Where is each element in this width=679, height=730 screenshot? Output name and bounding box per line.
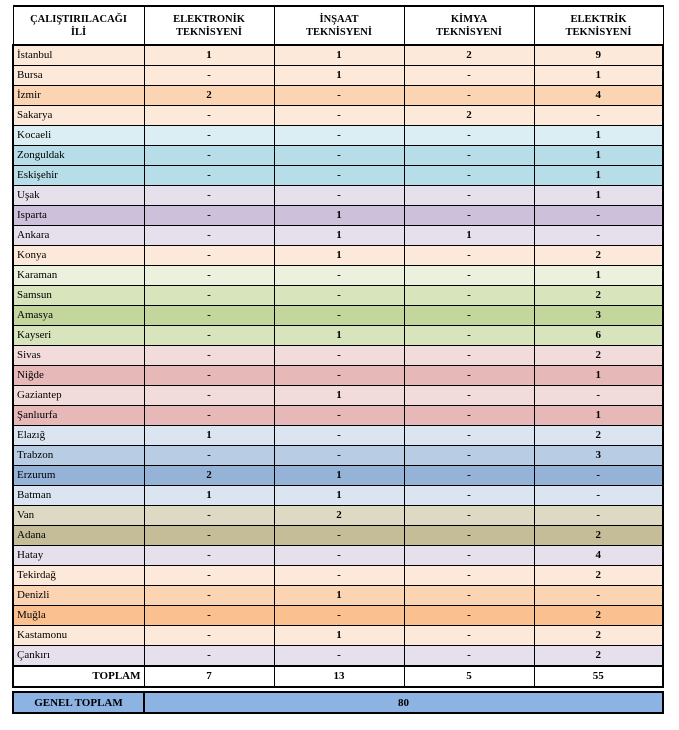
value-cell: - [404, 146, 534, 166]
table-row [13, 226, 663, 246]
table-row [13, 466, 663, 486]
value-cell: 6 [534, 326, 663, 346]
city-cell: İstanbul [13, 45, 144, 66]
value-cell: 1 [274, 246, 404, 266]
value-cell: - [274, 126, 404, 146]
value-cell: - [404, 626, 534, 646]
value-cell: 1 [274, 206, 404, 226]
table-row [13, 626, 663, 646]
value-cell: - [144, 146, 274, 166]
city-cell: Niğde [13, 366, 144, 386]
value-cell: - [274, 106, 404, 126]
value-cell: 1 [534, 146, 663, 166]
city-cell: Sivas [13, 346, 144, 366]
city-cell: Çankırı [13, 646, 144, 667]
value-cell: - [404, 506, 534, 526]
total-row [13, 666, 663, 687]
value-cell: 1 [534, 266, 663, 286]
value-cell: - [274, 186, 404, 206]
value-cell: 1 [144, 45, 274, 66]
value-cell: - [274, 606, 404, 626]
table-row [13, 166, 663, 186]
value-cell: - [404, 166, 534, 186]
value-cell: - [274, 446, 404, 466]
value-cell: 1 [274, 386, 404, 406]
city-cell: Karaman [13, 266, 144, 286]
value-cell: - [404, 446, 534, 466]
value-cell: 3 [534, 446, 663, 466]
value-cell: - [534, 206, 663, 226]
value-cell: - [534, 386, 663, 406]
city-cell: Eskişehir [13, 166, 144, 186]
table-row [13, 86, 663, 106]
personnel-table-wrapper [12, 5, 664, 714]
table-row [13, 206, 663, 226]
table-row [13, 366, 663, 386]
city-cell: Uşak [13, 186, 144, 206]
table-row [13, 586, 663, 606]
value-cell: - [274, 346, 404, 366]
city-cell: Trabzon [13, 446, 144, 466]
value-cell: - [274, 286, 404, 306]
value-cell: - [404, 206, 534, 226]
value-cell: 4 [534, 86, 663, 106]
city-cell: İzmir [13, 86, 144, 106]
table-row [13, 526, 663, 546]
table-row [13, 266, 663, 286]
value-cell: - [144, 586, 274, 606]
city-cell: Erzurum [13, 466, 144, 486]
value-cell: - [404, 86, 534, 106]
value-cell: - [274, 266, 404, 286]
city-cell: Tekirdağ [13, 566, 144, 586]
table-row [13, 66, 663, 86]
value-cell: 1 [274, 66, 404, 86]
value-cell: - [404, 606, 534, 626]
value-cell: - [404, 646, 534, 667]
value-cell: 2 [534, 646, 663, 667]
value-cell: - [404, 546, 534, 566]
value-cell: - [534, 486, 663, 506]
city-cell: Muğla [13, 606, 144, 626]
city-cell: Konya [13, 246, 144, 266]
table-row [13, 286, 663, 306]
table-row [13, 326, 663, 346]
value-cell: 1 [534, 126, 663, 146]
value-cell: 1 [274, 486, 404, 506]
table-row [13, 426, 663, 446]
value-cell: 2 [534, 566, 663, 586]
value-cell: - [404, 266, 534, 286]
value-cell: - [274, 366, 404, 386]
city-cell: Van [13, 506, 144, 526]
value-cell: - [534, 106, 663, 126]
city-cell: Samsun [13, 286, 144, 306]
value-cell: 2 [534, 626, 663, 646]
value-cell: - [144, 446, 274, 466]
table-row [13, 546, 663, 566]
value-cell: - [144, 166, 274, 186]
value-cell: - [274, 526, 404, 546]
value-cell: - [274, 406, 404, 426]
header-elektronik: ELEKTRONİK TEKNİSYENİ [144, 6, 274, 45]
table-body [13, 45, 663, 666]
value-cell: - [404, 346, 534, 366]
value-cell: 1 [274, 626, 404, 646]
value-cell: 2 [534, 526, 663, 546]
table-row [13, 306, 663, 326]
value-cell: - [144, 266, 274, 286]
value-cell: - [534, 466, 663, 486]
value-cell: - [144, 206, 274, 226]
value-cell: - [404, 526, 534, 546]
value-cell: 2 [274, 506, 404, 526]
city-cell: Amasya [13, 306, 144, 326]
value-cell: 2 [534, 246, 663, 266]
table-row [13, 506, 663, 526]
value-cell: 1 [534, 406, 663, 426]
value-cell: - [274, 166, 404, 186]
value-cell: 1 [534, 66, 663, 86]
value-cell: 2 [534, 606, 663, 626]
value-cell: 1 [534, 186, 663, 206]
value-cell: - [404, 306, 534, 326]
grand-total-table [12, 691, 664, 714]
city-cell: Ankara [13, 226, 144, 246]
value-cell: - [274, 306, 404, 326]
value-cell: - [144, 186, 274, 206]
value-cell: 1 [274, 326, 404, 346]
value-cell: - [274, 566, 404, 586]
value-cell: 1 [274, 466, 404, 486]
value-cell: 2 [534, 346, 663, 366]
value-cell: 2 [534, 286, 663, 306]
total-kimya: 5 [404, 666, 534, 687]
value-cell: - [404, 586, 534, 606]
value-cell: - [404, 426, 534, 446]
table-row [13, 606, 663, 626]
table-row [13, 386, 663, 406]
value-cell: 1 [404, 226, 534, 246]
grand-total-label: GENEL TOPLAM [13, 692, 144, 713]
value-cell: - [144, 406, 274, 426]
value-cell: - [144, 526, 274, 546]
table-row [13, 106, 663, 126]
value-cell: 1 [534, 166, 663, 186]
value-cell: 2 [144, 86, 274, 106]
value-cell: 1 [274, 226, 404, 246]
city-cell: Denizli [13, 586, 144, 606]
value-cell: - [144, 506, 274, 526]
city-cell: Zonguldak [13, 146, 144, 166]
value-cell: - [404, 386, 534, 406]
value-cell: - [404, 246, 534, 266]
value-cell: - [144, 246, 274, 266]
grand-total-row [13, 692, 663, 713]
city-cell: Şanlıurfa [13, 406, 144, 426]
value-cell: - [274, 146, 404, 166]
value-cell: 1 [274, 45, 404, 66]
city-cell: Sakarya [13, 106, 144, 126]
value-cell: - [534, 506, 663, 526]
table-row [13, 406, 663, 426]
value-cell: - [144, 366, 274, 386]
value-cell: 1 [534, 366, 663, 386]
value-cell: - [144, 386, 274, 406]
city-cell: Batman [13, 486, 144, 506]
total-insaat: 13 [274, 666, 404, 687]
table-row [13, 146, 663, 166]
city-cell: Isparta [13, 206, 144, 226]
table-row [13, 566, 663, 586]
value-cell: - [404, 186, 534, 206]
city-cell: Kastamonu [13, 626, 144, 646]
value-cell: 2 [144, 466, 274, 486]
value-cell: - [274, 86, 404, 106]
value-cell: 4 [534, 546, 663, 566]
value-cell: 2 [534, 426, 663, 446]
value-cell: - [144, 606, 274, 626]
value-cell: - [404, 486, 534, 506]
value-cell: - [144, 226, 274, 246]
value-cell: 1 [144, 486, 274, 506]
value-cell: - [534, 226, 663, 246]
table-row [13, 346, 663, 366]
technician-distribution-table [12, 5, 664, 688]
city-cell: Hatay [13, 546, 144, 566]
city-cell: Gaziantep [13, 386, 144, 406]
header-elektrik: ELEKTRİK TEKNİSYENİ [534, 6, 663, 45]
header-kimya: KİMYA TEKNİSYENİ [404, 6, 534, 45]
value-cell: - [404, 126, 534, 146]
table-row [13, 446, 663, 466]
value-cell: - [274, 546, 404, 566]
value-cell: 2 [404, 106, 534, 126]
city-cell: Kocaeli [13, 126, 144, 146]
value-cell: - [404, 66, 534, 86]
table-row [13, 186, 663, 206]
value-cell: - [274, 646, 404, 667]
header-city: ÇALIŞTIRILACAĞI İLİ [13, 6, 144, 45]
value-cell: - [144, 286, 274, 306]
value-cell: 2 [404, 45, 534, 66]
header-row [13, 6, 663, 45]
value-cell: - [144, 646, 274, 667]
value-cell: - [404, 406, 534, 426]
table-row [13, 45, 663, 66]
total-label: TOPLAM [13, 666, 144, 687]
value-cell: - [144, 546, 274, 566]
value-cell: 1 [144, 426, 274, 446]
value-cell: - [404, 566, 534, 586]
table-row [13, 646, 663, 667]
value-cell: - [144, 126, 274, 146]
value-cell: - [404, 326, 534, 346]
header-insaat: İNŞAAT TEKNİSYENİ [274, 6, 404, 45]
table-row [13, 246, 663, 266]
grand-total-value: 80 [144, 692, 663, 713]
value-cell: - [144, 626, 274, 646]
table-row [13, 126, 663, 146]
total-elektronik: 7 [144, 666, 274, 687]
city-cell: Bursa [13, 66, 144, 86]
value-cell: - [144, 106, 274, 126]
table-row [13, 486, 663, 506]
value-cell: - [144, 66, 274, 86]
value-cell: - [274, 426, 404, 446]
value-cell: - [404, 286, 534, 306]
city-cell: Kayseri [13, 326, 144, 346]
value-cell: 9 [534, 45, 663, 66]
value-cell: - [534, 586, 663, 606]
city-cell: Adana [13, 526, 144, 546]
total-elektrik: 55 [534, 666, 663, 687]
value-cell: - [144, 326, 274, 346]
value-cell: 1 [274, 586, 404, 606]
value-cell: 3 [534, 306, 663, 326]
value-cell: - [404, 366, 534, 386]
city-cell: Elazığ [13, 426, 144, 446]
value-cell: - [144, 566, 274, 586]
value-cell: - [144, 346, 274, 366]
value-cell: - [404, 466, 534, 486]
value-cell: - [144, 306, 274, 326]
